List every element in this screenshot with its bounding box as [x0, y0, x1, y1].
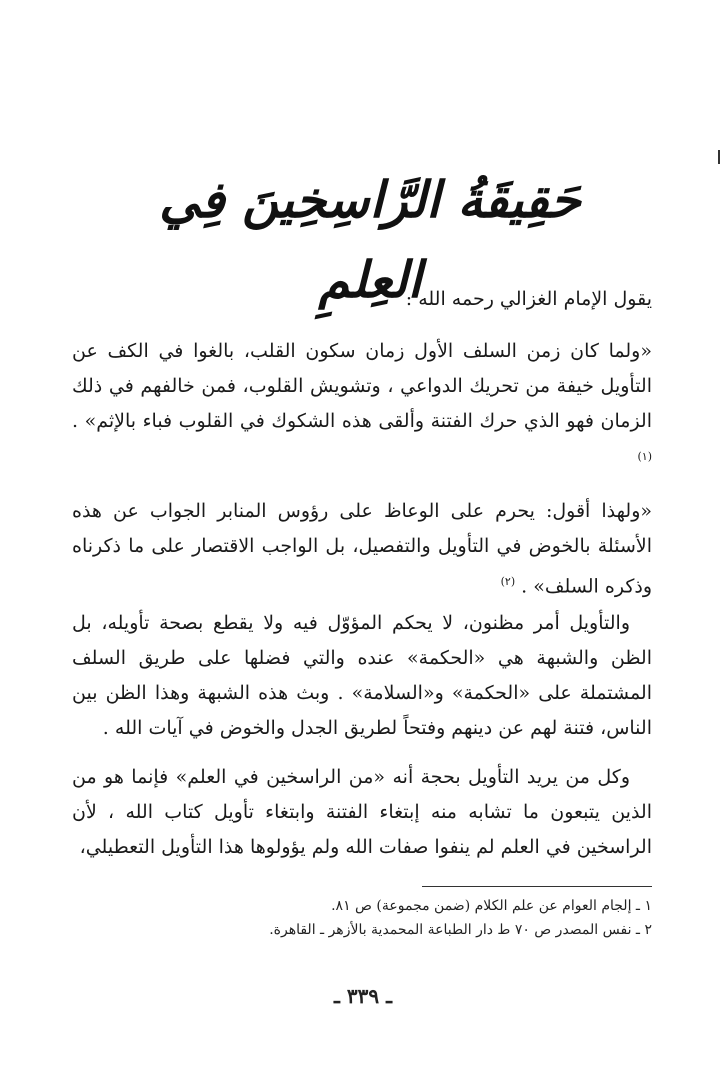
quote-paragraph-1 [72, 334, 652, 479]
footnotes [72, 894, 652, 942]
footnote-divider [422, 886, 652, 887]
footnote-1: ١ ـ إلجام العوام عن علم الكلام (ضمن مجموعة) ص ٨١. [331, 898, 652, 914]
chapter-title: حَقِيقَةُ الرَّاسِخِينَ فِي العِلمِ [159, 170, 581, 309]
footnote-2: ٢ ـ نفس المصدر ص ٧٠ ط دار الطباعة المحمدية بالأزهر ـ القاهرة. [269, 922, 652, 938]
footnote-ref-1: (١) [637, 450, 652, 463]
footnote-ref-2: (٢) [500, 575, 516, 588]
quote-2-text: «ولهذا أقول: يحرم على الوعاظ على رؤوس المنابر الجواب عن هذه الأسئلة بالخوض في التأويل والتفصيل، بل الواجب الاقتصار على ما ذكرناه وذكره السلف» . [72, 500, 652, 598]
paragraph-4: وكل من يريد التأويل بحجة أنه «من الراسخين في العلم» فإنما هو من الذين يتبعون ما تشابه منه إبتغاء الفتنة وابتغاء تأويل كتاب الله ، لأن الراسخين في العلم لم ينفوا صفات الله ولم يؤولوها هذا التأويل التعطيلي، [72, 766, 652, 858]
quote-1-text: «ولما كان زمن السلف الأول زمان سكون القلب، بالغوا في الكف عن التأويل خيفة من تحريك الدواعي ، وتشويش القلوب، فمن خالفهم في ذلك الزمان فهو الذي حرك الفتنة وألقى هذه الشكوك في القلوب فباء بالإثم» . [72, 340, 652, 432]
paragraph-3: والتأويل أمر مظنون، لا يحكم المؤوّل فيه ولا يقطع بصحة تأويله، بل الظن والشبهة هي «الحكمة» عنده والتي فضلها على طريق السلف المشتملة على «الحكمة» و«السلامة» . وبث هذه الشبهة وهذا الظن بين الناس، فتنة لهم عن دينهم وفتحاً لطريق الجدل والخوض في آيات الله . [72, 612, 652, 739]
page-corner-mark [718, 150, 720, 164]
intro-line: يقول الإمام الغزالي رحمه الله : [405, 288, 652, 310]
page-number: ـ ٣٣٩ ـ [334, 984, 392, 1008]
quote-paragraph-2 [72, 494, 652, 604]
